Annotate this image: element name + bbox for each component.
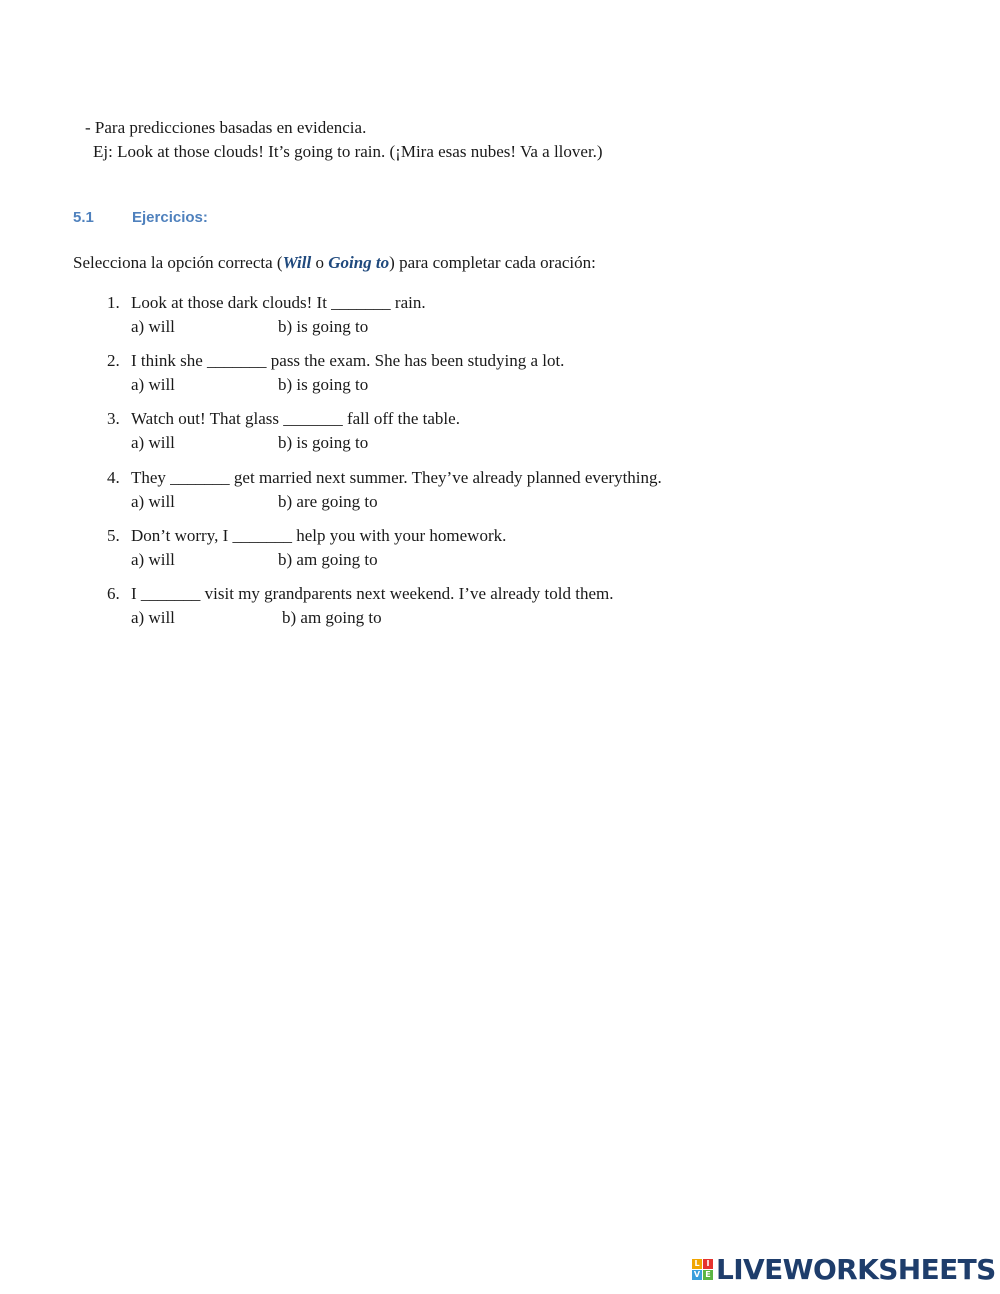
- exercise-item: [0, 584, 1000, 642]
- logo-wordmark: LIVEWORKSHEETS: [716, 1252, 996, 1286]
- logo-icon: [692, 1259, 713, 1280]
- option-a[interactable]: a) will: [131, 317, 175, 336]
- liveworksheets-logo: [692, 1254, 996, 1284]
- option-b[interactable]: b) are going to: [278, 491, 378, 511]
- instruction-text: [73, 253, 596, 273]
- exercise-number: 2.: [107, 351, 120, 371]
- exercise-sentence: I _______ visit my grandparents next weekend. I’ve already told them.: [131, 583, 614, 603]
- exercise-sentence: Don’t worry, I _______ help you with your homework.: [131, 525, 507, 545]
- intro-bullet: - Para predicciones basadas en evidencia.: [85, 118, 367, 137]
- logo-letter-e: E: [703, 1270, 713, 1280]
- section-heading: [73, 209, 208, 226]
- exercise-item: [0, 526, 1000, 584]
- exercise-item: [0, 409, 1000, 467]
- exercise-item: [0, 351, 1000, 409]
- exercise-number: 4.: [107, 467, 120, 487]
- section-number: 5.1: [73, 209, 94, 226]
- section-title: Ejercicios:: [132, 209, 208, 226]
- exercise-sentence: Look at those dark clouds! It _______ rain.: [131, 293, 426, 312]
- option-b[interactable]: b) is going to: [278, 317, 369, 336]
- exercise-sentence: Watch out! That glass _______ fall off the table.: [131, 409, 460, 429]
- exercise-item: [0, 293, 1000, 351]
- option-a[interactable]: a) will: [131, 375, 175, 395]
- keyword-going-to: Going to: [328, 253, 390, 272]
- logo-letter-l: L: [692, 1259, 702, 1269]
- exercise-item: [0, 468, 1000, 526]
- option-b[interactable]: b) am going to: [282, 607, 382, 627]
- option-a[interactable]: a) will: [131, 491, 175, 511]
- logo-letter-v: V: [693, 1269, 701, 1279]
- logo-letter-i: I: [703, 1259, 713, 1269]
- option-a[interactable]: a) will: [131, 607, 175, 627]
- exercise-number: 6.: [107, 583, 120, 603]
- option-b[interactable]: b) is going to: [278, 375, 369, 395]
- exercise-sentence: They _______ get married next summer. They’ve already planned everything.: [131, 467, 662, 487]
- exercise-list: [0, 293, 1000, 642]
- option-a[interactable]: a) will: [131, 433, 175, 453]
- instruction-after: ) para completar cada oración:: [389, 253, 596, 272]
- option-b[interactable]: b) am going to: [278, 549, 378, 569]
- exercise-number: 1.: [107, 293, 120, 312]
- keyword-will: Will: [282, 253, 312, 272]
- intro-example: Ej: Look at those clouds! It’s going to rain. (¡Mira esas nubes! Va a llover.): [93, 142, 603, 161]
- instruction-before: Selecciona la opción correcta (: [73, 253, 283, 272]
- exercise-number: 5.: [107, 525, 120, 545]
- option-b[interactable]: b) is going to: [278, 433, 369, 453]
- exercise-number: 3.: [107, 409, 120, 429]
- instruction-middle: o: [311, 253, 329, 272]
- exercise-sentence: I think she _______ pass the exam. She has been studying a lot.: [131, 351, 565, 371]
- option-a[interactable]: a) will: [131, 549, 175, 569]
